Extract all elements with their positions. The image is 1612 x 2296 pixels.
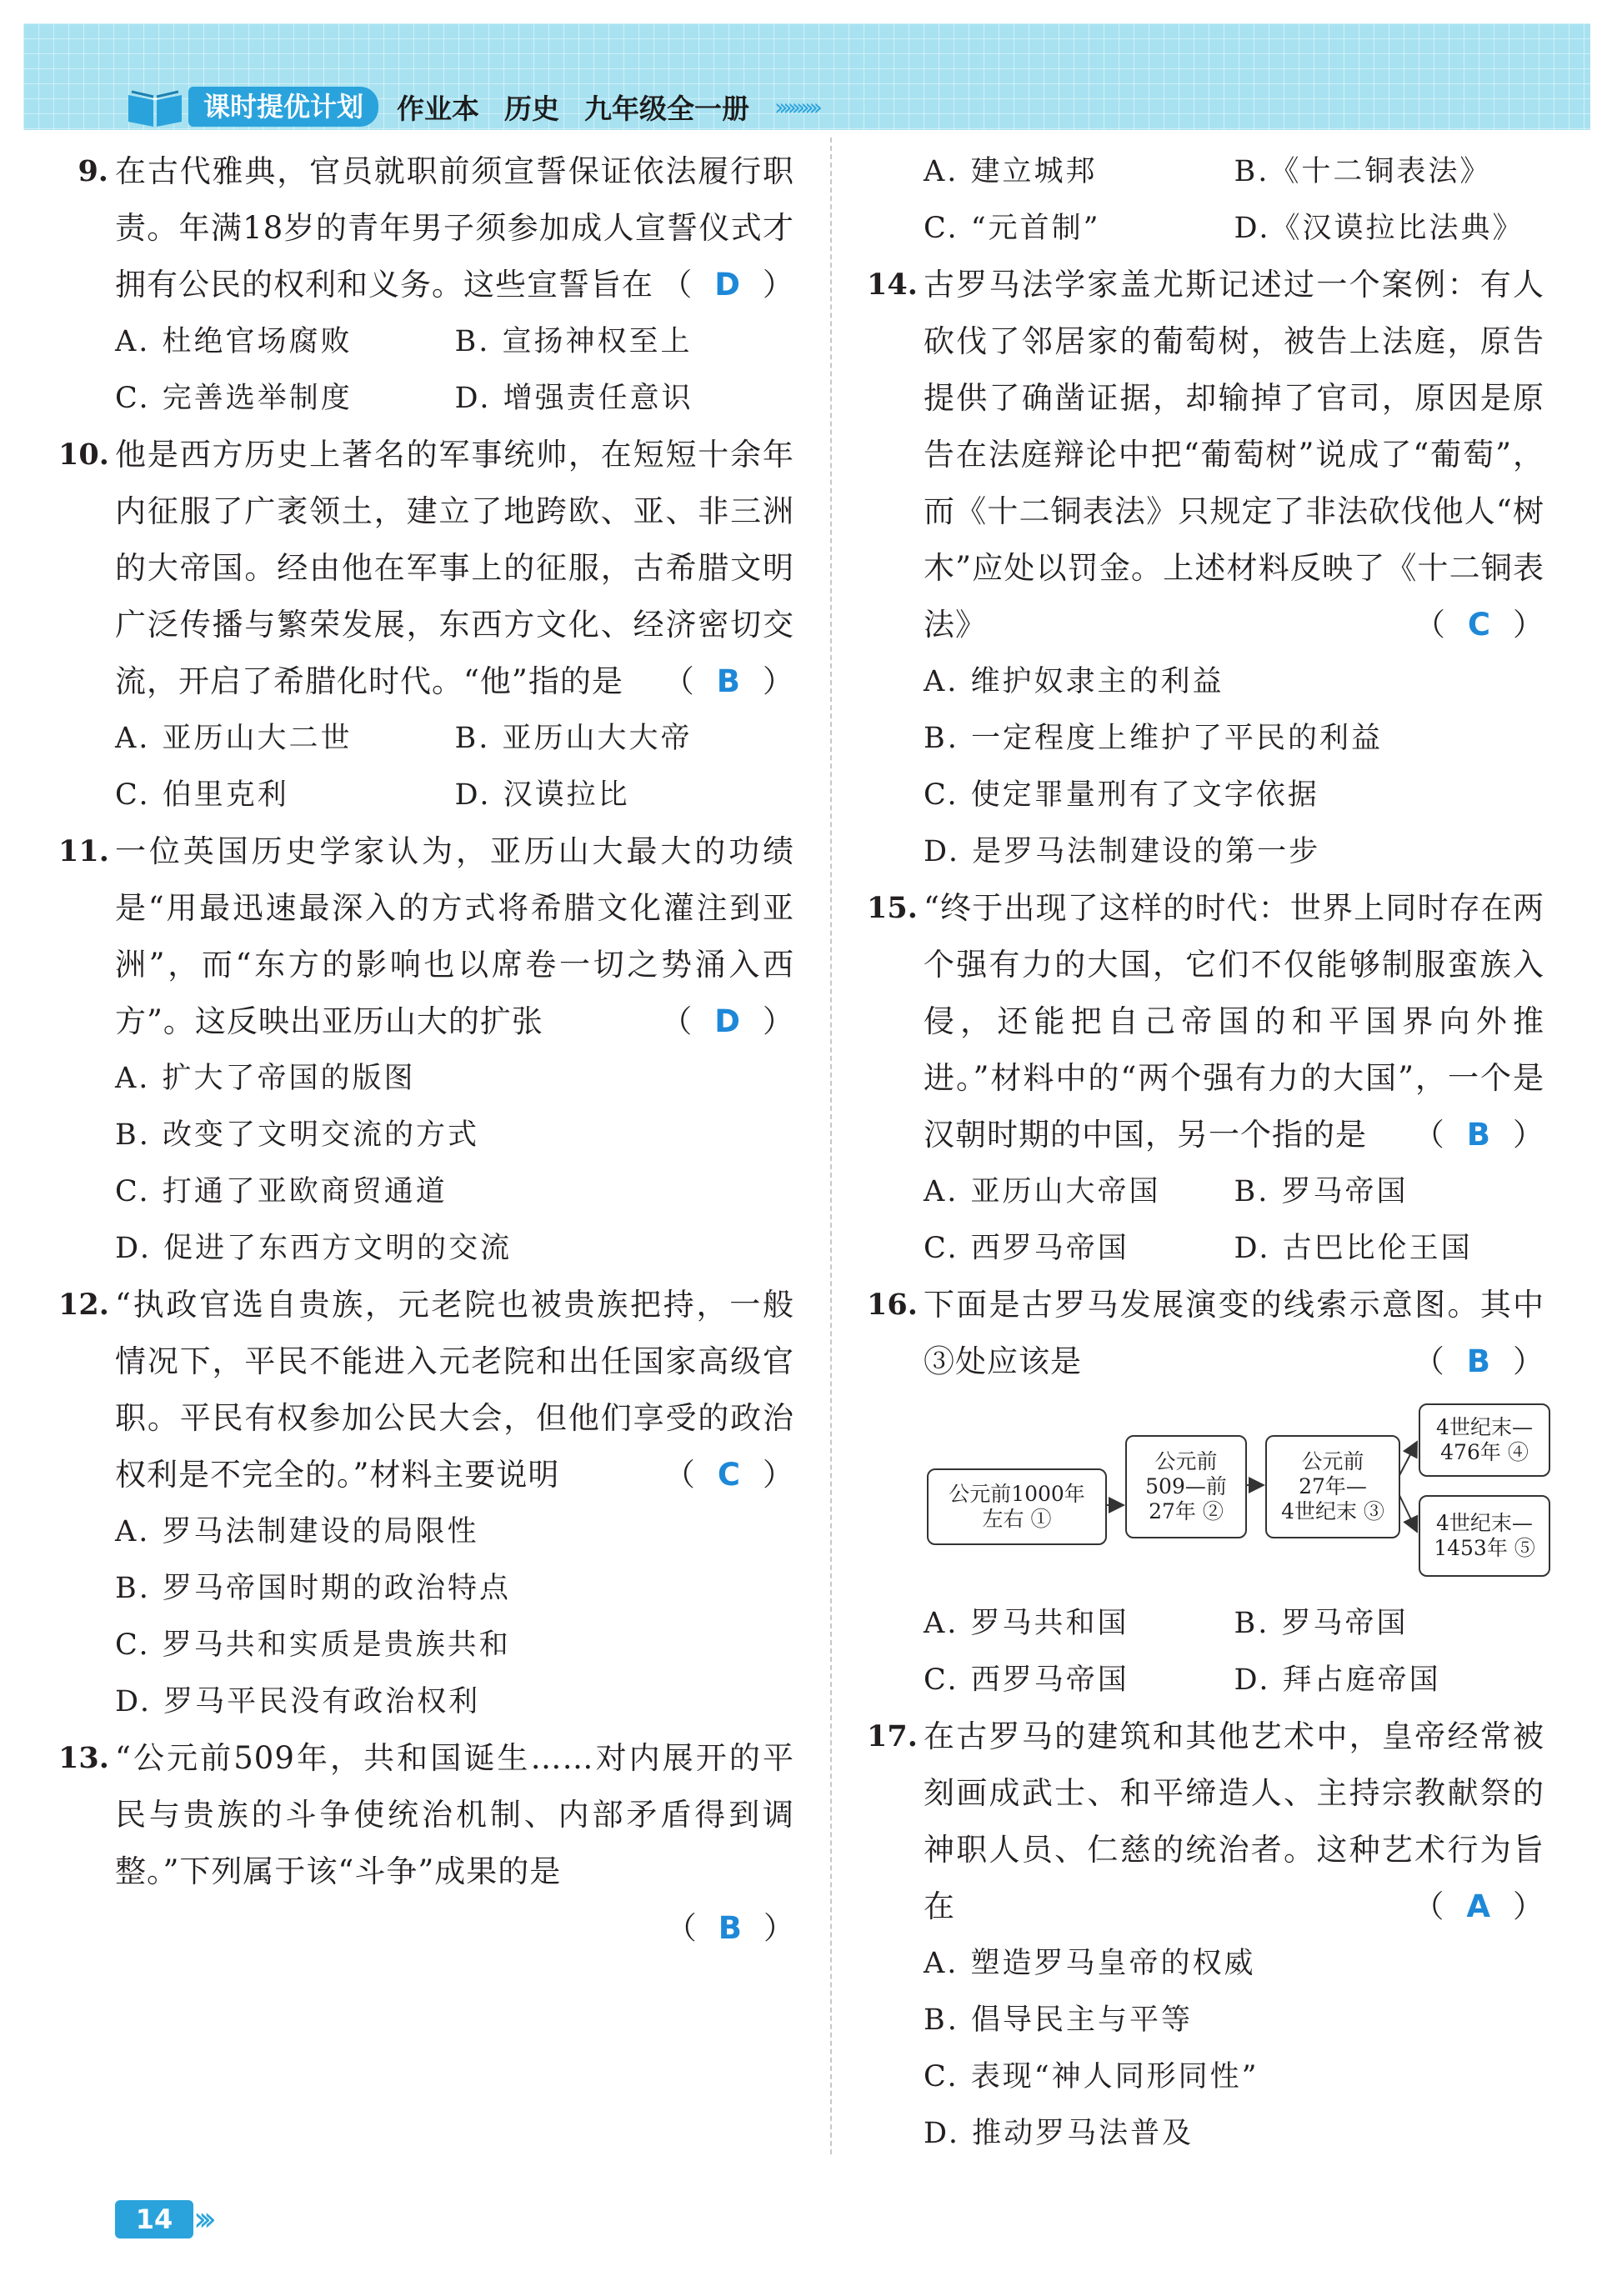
option: D. 拜占庭帝国 xyxy=(1234,1663,1441,1697)
answer-letter: D xyxy=(714,1003,741,1039)
option: C. 西罗马帝国 xyxy=(924,1232,1129,1265)
question-stem xyxy=(115,1277,794,1503)
question-stem xyxy=(924,1708,1544,1935)
question-text: 下面是古罗马发展演变的线索示意图。其中③处应该是 xyxy=(924,1287,1544,1379)
option: B. 改变了文明交流的方式 xyxy=(115,1118,479,1152)
left-column xyxy=(58,143,794,1957)
option-row xyxy=(115,1220,794,1277)
option-row xyxy=(115,1163,794,1220)
option-row xyxy=(924,2048,1544,2105)
answer-bracket xyxy=(1414,1333,1544,1390)
diagram-box-5 xyxy=(1419,1495,1550,1577)
answer-letter: C xyxy=(1467,607,1491,643)
diagram-box-line: 27年 ② xyxy=(1149,1499,1224,1523)
option: C. 打通了亚欧商贸通道 xyxy=(115,1175,448,1208)
option-row xyxy=(924,1652,1544,1708)
question-number: 13. xyxy=(58,1741,109,1775)
bracket-open: （ xyxy=(663,1457,696,1493)
diagram-box-text xyxy=(1281,1449,1384,1524)
grade: 九年级全一册 xyxy=(584,92,750,125)
option-row xyxy=(115,1107,794,1163)
answer-letter: B xyxy=(716,663,741,699)
question-number: 16. xyxy=(867,1288,918,1322)
option-row xyxy=(924,200,1544,257)
option: D.《汉谟拉比法典》 xyxy=(1234,212,1524,245)
option: C. “元首制” xyxy=(924,212,1101,245)
option: B. 罗马帝国时期的政治特点 xyxy=(115,1572,511,1605)
option-row xyxy=(115,1503,794,1560)
answer-bracket xyxy=(663,653,794,710)
question-block xyxy=(924,143,1544,257)
question-block xyxy=(867,1708,1544,2162)
option: C. 罗马共和实质是贵族共和 xyxy=(115,1628,511,1662)
question-number: 12. xyxy=(58,1288,109,1322)
option-row xyxy=(115,1050,794,1107)
option-row xyxy=(924,1595,1544,1652)
option: D. 汉谟拉比 xyxy=(454,778,630,812)
diagram-box-line: 公元前 xyxy=(1301,1449,1364,1473)
diagram-box-3 xyxy=(1265,1435,1400,1538)
diagram-box-line: 1453年 ⑤ xyxy=(1434,1536,1535,1560)
question-text: “终于出现了这样的时代：世界上同时存在两个强有力的大国，它们不仅能够制服蛮族入侵，还能把自己帝国的和平国界向外推进。”材料中的“两个强有力的大国”，一个是汉朝时期的中国，另一个指的是 xyxy=(924,890,1544,1153)
diagram-box-line: 509—前 xyxy=(1145,1474,1227,1498)
bracket-open: （ xyxy=(1413,1888,1445,1924)
option-row xyxy=(115,370,794,427)
question-stem xyxy=(115,427,794,710)
option: A. 维护奴隶主的利益 xyxy=(924,665,1224,698)
question-block xyxy=(58,823,794,1277)
question-text: 在古罗马的建筑和其他艺术中，皇帝经常被刻画成武士、和平缔造人、主持宗教献祭的神职人员、仁慈的统治者。这种艺术行为旨在 xyxy=(924,1718,1544,1924)
diagram-box-text xyxy=(1436,1415,1533,1465)
option: C. 表现“神人同形同性” xyxy=(924,2060,1259,2093)
header-title-bar xyxy=(125,83,1000,130)
answer-letter: B xyxy=(1466,1117,1491,1153)
answer-letter: D xyxy=(714,267,741,303)
option: D. 增强责任意识 xyxy=(454,382,693,415)
option-row xyxy=(924,823,1544,880)
option: A. 亚历山大二世 xyxy=(115,722,353,755)
option: A. 塑造罗马皇帝的权威 xyxy=(924,1947,1256,1980)
answer-letter: B xyxy=(718,1910,742,1946)
question-text: 在古代雅典，官员就职前须宣誓保证依法履行职责。年满18岁的青年男子须参加成人宣誓仪式才拥有公民的权利和义务。这些宣誓旨在 xyxy=(115,153,794,303)
question-number: 15. xyxy=(867,891,918,925)
open-book-icon xyxy=(125,83,185,130)
answer-bracket xyxy=(661,257,794,313)
question-text: 古罗马法学家盖尤斯记述过一个案例：有人砍伐了邻居家的葡萄树，被告上法庭，原告提供了确凿证据，却输掉了官司，原因是原告在法庭辩论中把“葡萄树”说成了“葡萄”，而《十二铜表法》只规定了非法砍伐他人“树木”应处以罚金。上述材料反映了《十二铜表法》 xyxy=(924,267,1544,643)
question-block xyxy=(58,1730,794,1957)
header-arrows-icon: ›››››››››› xyxy=(774,93,818,121)
option-row xyxy=(115,710,794,767)
question-stem xyxy=(924,1277,1544,1390)
option-row xyxy=(924,1163,1544,1220)
option-row xyxy=(924,653,1544,710)
option: D. 古巴比伦王国 xyxy=(1234,1232,1473,1265)
answer-bracket xyxy=(661,993,794,1050)
option-row xyxy=(115,313,794,370)
option: B. 罗马帝国 xyxy=(1234,1607,1409,1640)
question-stem xyxy=(115,1730,794,1900)
bracket-open: （ xyxy=(1414,607,1446,643)
question-stem xyxy=(115,823,794,1050)
page-number: 14 xyxy=(115,2200,193,2238)
question-text: 他是西方历史上著名的军事统帅，在短短十余年内征服了广袤领土，建立了地跨欧、亚、非三洲的大帝国。经由他在军事上的征服，古希腊文明广泛传播与繁荣发展，东西方文化、经济密切交流，开启了希腊化时代。“他”指的是 xyxy=(115,437,794,699)
answer-bracket xyxy=(115,1900,794,1957)
bracket-open: （ xyxy=(665,1910,697,1946)
question-block xyxy=(867,1277,1544,1708)
bracket-close: ） xyxy=(1513,1117,1544,1153)
question-block xyxy=(867,257,1544,880)
bracket-close: ） xyxy=(1513,1888,1544,1924)
option: B. 亚历山大大帝 xyxy=(454,722,693,755)
bracket-open: （ xyxy=(1413,1117,1445,1153)
option: D. 促进了东西方文明的交流 xyxy=(115,1232,513,1265)
option-row xyxy=(924,767,1544,823)
option: A. 扩大了帝国的版图 xyxy=(115,1062,416,1095)
option: B. 倡导民主与平等 xyxy=(924,2003,1193,2037)
question-number: 14. xyxy=(867,268,918,302)
bracket-close: ） xyxy=(763,1003,794,1039)
option-row xyxy=(924,1992,1544,2048)
question-text: “公元前509年，共和国诞生……对内展开的平民与贵族的斗争使统治机制、内部矛盾得到调整。”下列属于该“斗争”成果的是 xyxy=(115,1740,794,1889)
diagram-box-1 xyxy=(927,1468,1107,1545)
option-row xyxy=(115,767,794,823)
diagram-box-text xyxy=(1434,1511,1535,1561)
option: C. 西罗马帝国 xyxy=(924,1663,1129,1697)
answer-bracket xyxy=(1414,1107,1544,1163)
diagram-box-line: 476年 ④ xyxy=(1440,1440,1529,1464)
question-stem xyxy=(924,257,1544,653)
diagram-box-line: 4世纪末— xyxy=(1436,1511,1533,1535)
question-block xyxy=(58,427,794,823)
bracket-close: ） xyxy=(763,1457,794,1493)
diagram-box-text xyxy=(949,1482,1085,1532)
subject: 历史 xyxy=(504,92,560,125)
question-number: 11. xyxy=(58,834,109,868)
column-divider xyxy=(830,138,832,2154)
answer-bracket xyxy=(1414,597,1544,653)
option: A. 建立城邦 xyxy=(924,155,1098,188)
option: A. 亚历山大帝国 xyxy=(924,1175,1161,1208)
option: C. 伯里克利 xyxy=(115,778,289,812)
question-block xyxy=(78,143,794,427)
bracket-close: ） xyxy=(763,663,794,699)
question-number: 17. xyxy=(867,1719,918,1753)
question-stem xyxy=(115,143,794,313)
question-block xyxy=(58,1277,794,1730)
option: B. 罗马帝国 xyxy=(1234,1175,1409,1208)
answer-letter: C xyxy=(717,1457,741,1493)
question-block xyxy=(867,880,1544,1277)
bracket-open: （ xyxy=(661,1003,693,1039)
option: A. 杜绝官场腐败 xyxy=(115,325,353,358)
series-badge: 课时提优计划 xyxy=(188,87,378,127)
option: B.《十二铜表法》 xyxy=(1234,155,1492,188)
option-row xyxy=(115,1617,794,1673)
question-number: 9. xyxy=(78,154,108,188)
option-row xyxy=(924,143,1544,200)
option-row xyxy=(924,710,1544,767)
option: A. 罗马共和国 xyxy=(924,1607,1129,1640)
question-stem xyxy=(924,880,1544,1163)
option-row xyxy=(115,1560,794,1617)
diagram-box-line: 4世纪末— xyxy=(1436,1415,1533,1439)
right-column xyxy=(867,143,1544,2162)
option-row xyxy=(115,1673,794,1730)
bracket-close: ） xyxy=(763,267,794,303)
diagram-box-line: 公元前 xyxy=(1154,1449,1218,1473)
question-text: 一位英国历史学家认为，亚历山大最大的功绩是“用最迅速最深入的方式将希腊文化灌注到亚洲”，而“东方的影响也以席卷一切之势涌入西方”。这反映出亚历山大的扩张 xyxy=(115,833,794,1039)
page-chevron-icon: ››› xyxy=(193,2200,208,2238)
answer-bracket xyxy=(664,1447,794,1503)
option: C. 完善选举制度 xyxy=(115,382,353,415)
timeline-diagram xyxy=(912,1400,1554,1592)
option: B. 一定程度上维护了平民的利益 xyxy=(924,722,1383,755)
answer-letter: A xyxy=(1466,1888,1491,1924)
bracket-close: ） xyxy=(1513,1343,1544,1379)
bracket-open: （ xyxy=(663,663,695,699)
option: D. 是罗马法制建设的第一步 xyxy=(924,835,1321,868)
diagram-box-text xyxy=(1145,1449,1227,1524)
bracket-close: ） xyxy=(763,1910,794,1946)
diagram-box-line: 27年— xyxy=(1299,1474,1367,1498)
diagram-box-2 xyxy=(1125,1435,1247,1538)
bracket-open: （ xyxy=(661,267,693,303)
answer-letter: B xyxy=(1466,1343,1491,1379)
option: A. 罗马法制建设的局限性 xyxy=(115,1515,479,1548)
option-row xyxy=(924,2105,1544,2162)
diagram-box-line: 左右 ① xyxy=(982,1507,1052,1531)
option-row xyxy=(924,1935,1544,1992)
answer-bracket xyxy=(1413,1878,1544,1935)
diagram-box-line: 4世纪末 ③ xyxy=(1281,1499,1384,1523)
option-row xyxy=(924,1220,1544,1277)
bracket-close: ） xyxy=(1513,607,1544,643)
book-type: 作业本 xyxy=(397,92,480,125)
diagram-box-4 xyxy=(1419,1403,1550,1477)
bracket-open: （ xyxy=(1413,1343,1445,1379)
option: C. 使定罪量刑有了文字依据 xyxy=(924,778,1319,812)
diagram-box-line: 公元前1000年 xyxy=(949,1482,1085,1506)
option: B. 宣扬神权至上 xyxy=(454,325,693,358)
question-text: “执政官选自贵族，元老院也被贵族把持，一般情况下，平民不能进入元老院和出任国家高级官职。平民有权参加公民大会，但他们享受的政治权利是不完全的。”材料主要说明 xyxy=(115,1287,794,1493)
option: D. 推动罗马法普及 xyxy=(924,2117,1194,2150)
option: D. 罗马平民没有政治权利 xyxy=(115,1685,481,1718)
question-number: 10. xyxy=(58,438,109,472)
